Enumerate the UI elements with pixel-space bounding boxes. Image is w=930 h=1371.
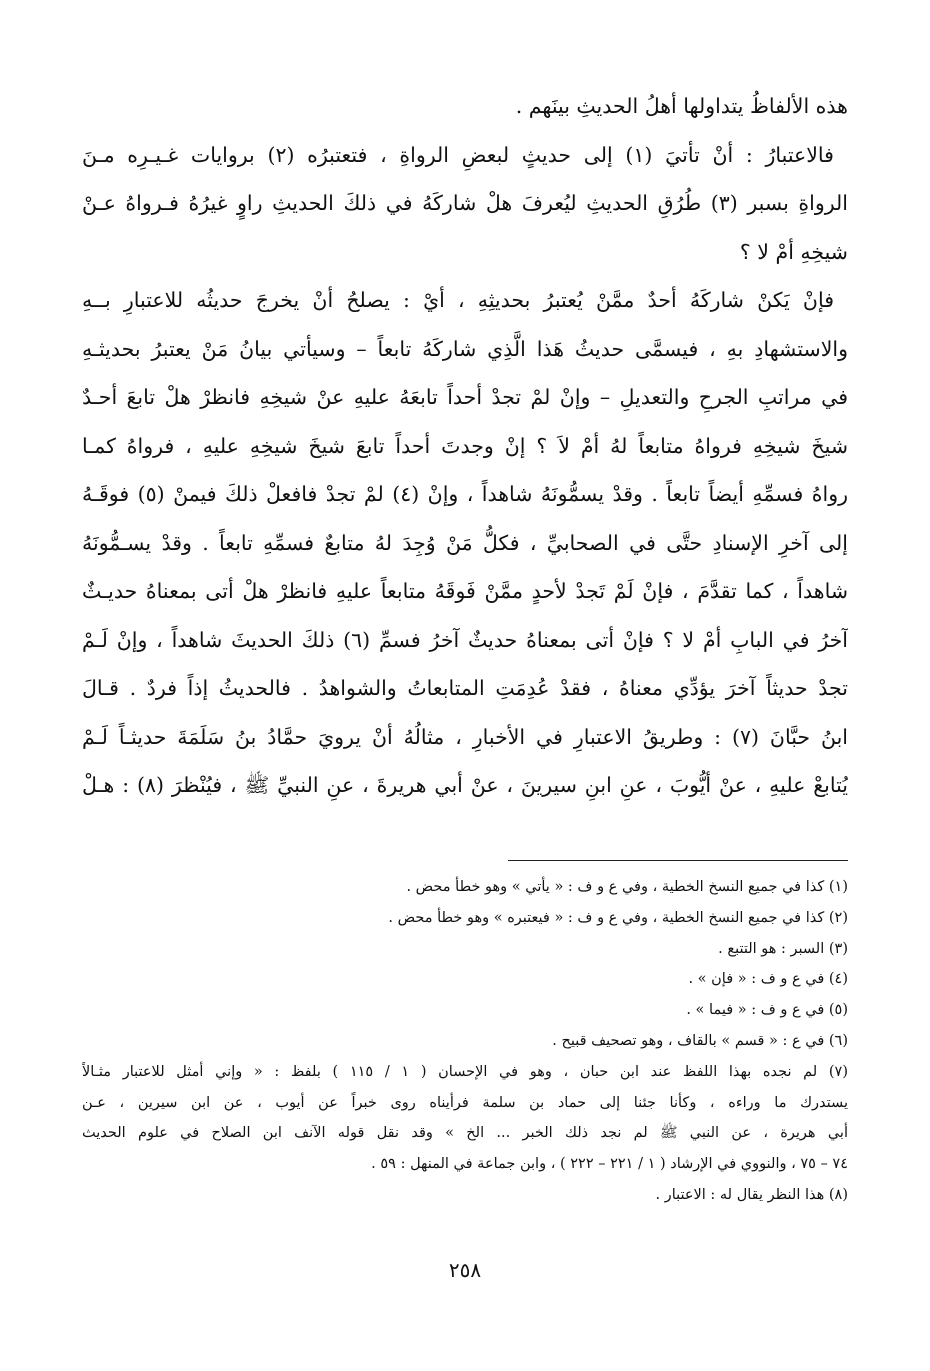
page-number: ٢٥٨ (448, 1258, 482, 1282)
text-line: شاهداً ، كما تقدَّمَ ، فإنْ لَمْ تَجدْ لأحدٍ ممَّنْ فَوقَهُ متابعاً عليهِ فانظرْ هلْ أتى بمعناهُ حديـثٌ (82, 579, 848, 603)
text-line: رواهُ فسمِّهِ أيضاً تابعاً . وقدْ يسمُّونَهُ شاهداً ، وإنْ (٤) لمْ تجدْ فافعلْ ذلكَ فيمنْ (٥) فوقَـهُ (82, 482, 848, 506)
text-line: شيخَ شيخِهِ فرواهُ متابعاً لهُ أمْ لاَ ؟ إنْ وجدتَ أحداً تابعَ شيخَ شيخِهِ عليهِ ، فرواهُ كمـا (82, 433, 848, 458)
text-line: شيخِهِ أمْ لا ؟ (739, 239, 848, 264)
footnote-separator (508, 860, 848, 861)
text-line: يُتابعْ عليهِ ، عنْ أيُّوبَ ، عنِ ابنِ سيرينَ ، عنْ أبي هريرةَ ، عنِ النبيِّ ﷺ ، فيُنْظرَ (٨) : هـلْ (82, 773, 848, 797)
footnote-line: (٥) في ع و ف : « فيما » . (686, 1002, 848, 1019)
footnote-line: (٣) السبر : هو التتبع . (718, 940, 848, 957)
text-line: إلى آخرِ الإسنادِ حتَّى في الصحابيِّ ، فكلُّ مَنْ وُجِدَ لهُ متابعٌ فسمِّهِ تابعاً . وقدْ يسـمُّونَهُ (82, 530, 848, 555)
text-line: آخرُ في البابِ أمْ لا ؟ فإنْ أتى بمعناهُ حديثٌ آخرُ فسمِّ (٦) ذلكَ الحديثَ شاهداً ، وإنْ لَـمْ (82, 627, 848, 652)
text-line: الرواةِ بسبر (٣) طُرُقِ الحديثِ ليُعرفَ هلْ شاركَهُ في ذلكَ الحديثِ راوٍ غيرُهُ فـرواهُ عـنْ (82, 191, 848, 215)
footnote-line: (٧) لم نجده بهذا اللفظ عند ابن حبان ، وهو في الإحسان ( ١ / ١١٥ ) بلفظ : « وإني أمثل للاعتبار مثـالاً (82, 1063, 848, 1080)
footnote-line: (٤) في ع و ف : « فإن » . (688, 971, 848, 988)
text-line: فالاعتبارُ : أنْ تأتيَ (١) إلى حديثٍ لبعضِ الرواةِ ، فتعتبرُه (٢) بروايات غـيـرِه مـنَ (82, 142, 834, 167)
text-line: هذه الألفاظُ يتداولها أهلُ الحديثِ بينَهم . (515, 94, 848, 118)
main-text (82, 82, 848, 810)
footnote-line: (٨) هذا النظر يقال له : الاعتبار . (655, 1186, 848, 1203)
footnote-line: (٦) في ع : « قسم » بالقاف ، وهو تصحيف قبيح . (552, 1032, 848, 1049)
footnote-line: (٢) كذا في جميع النسخ الخطية ، وفي ع و ف : « فيعتبره » وهو خطأ محض . (388, 909, 848, 926)
text-line: فإنْ يَكنْ شاركَهُ أحدٌ ممَّنْ يُعتبرُ بحديثِهِ ، أيْ : يصلحُ أنْ يخرجَ حديثُه للاعتبارِ بــهِ (82, 288, 834, 312)
text-line: تجدْ حديثاً آخرَ يؤدِّي معناهُ ، فقدْ عُدِمَتِ المتابعاتُ والشواهدُ . فالحديثُ إذاً فردٌ . قـالَ (82, 676, 848, 700)
text-line: والاستشهادِ بهِ ، فيسمَّى حديثُ هَذا الَّذِي شاركَهُ تابعاً – وسيأتي بيانُ مَنْ يعتبرُ بحديثـهِ (82, 336, 848, 361)
footnote-line: يستدرك ما وراءه ، وكأنا جئنا إلى حماد بن سلمة فرأيناه روى خبراً عن أيوب ، عن ابن سيرين ، عـن (82, 1094, 848, 1111)
footnote-line: (١) كذا في جميع النسخ الخطية ، وفي ع و ف : « يأتي » وهو خطأ محض . (406, 879, 848, 895)
footnote-line: ٧٤ – ٧٥ ، والنووي في الإرشاد ( ١ / ٢٢١ – ٢٢٢ ) ، وابن جماعة في المنهل : ٥٩ . (371, 1156, 848, 1173)
footnote-line: أبي هريرة ، عن النبي ﷺ لم نجد ذلك الخبر ... الخ » وقد نقل قوله الآنف ابن الصلاح في علوم الحديث (82, 1125, 848, 1142)
text-line: ابنُ حبَّانَ (٧) : وطريقُ الاعتبارِ في الأخبارِ ، مثالُهُ أنْ يرويَ حمَّادُ بنُ سَلَمَةَ حديثـاً لَـمْ (82, 724, 848, 749)
text-line: في مراتبِ الجرحِ والتعديلِ – وإنْ لمْ تجدْ أحداً تابعَهُ عليهِ عنْ شيخِهِ فانظرْ هلْ تابعَ أحـدٌ (82, 385, 848, 409)
footnotes (82, 872, 848, 1211)
